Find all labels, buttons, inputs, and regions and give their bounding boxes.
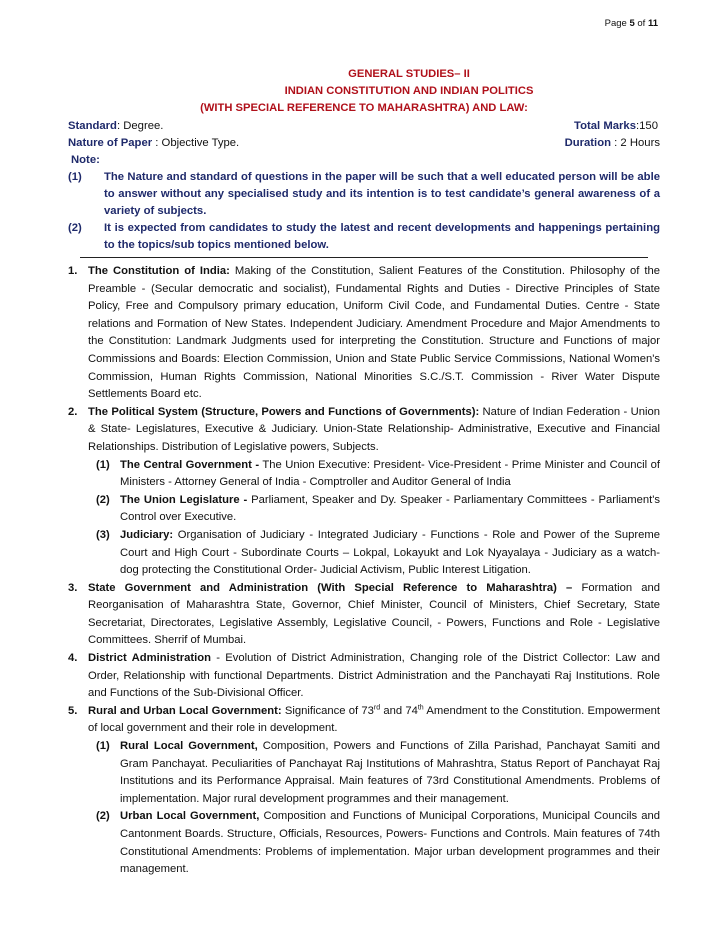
nature-field (68, 135, 239, 152)
note-item (68, 169, 660, 220)
note-item-number: (2) (68, 222, 82, 234)
duration-value: : 2 Hours (611, 137, 660, 149)
nature-label: Nature of Paper (68, 137, 153, 149)
duration-field (565, 135, 660, 152)
section-number: 2. (68, 405, 78, 418)
subsection-title: The Central Government - (120, 458, 260, 471)
nature-value: : Objective Type. (152, 137, 240, 149)
standard-value: : Degree. (116, 120, 164, 132)
subsection-number: (3) (96, 528, 110, 541)
subsection-number: (2) (96, 810, 110, 823)
title-line-2: INDIAN CONSTITUTION AND INDIAN POLITICS (284, 85, 534, 97)
section-number: 4. (68, 652, 78, 665)
section-text: Making of the Constitution, Salient Features of the Constitution. Philosophy of the Preamble - (Secular democratic and socialist), Fundamental Rights and Duties - Directive Principles of State Policy, Free and Compulsory primary education, Uniform Civil Code, and Fundamental Duties. Centre - State relations and Formation of New States. Independent Judiciary. Amendment Procedure and Major Amendments to the Constitution: Landmark Judgments used for interpreting the Constitution. Structure and Functions of major Commissions and Boards: Election Commission, Union and State Public Service Commissions, National Women's Commission, Human Rights Commission, National Minorities S.C./S.T. Commission - River Water Dispute Settlements Board etc. (88, 265, 660, 401)
section-2 (68, 404, 660, 457)
subsection-text: Organisation of Judiciary - Integrated Judiciary - Functions - Role and Power of the Supreme Court and High Court - Subordinate Courts – Lokpal, Lokayukt and Lok Nyayalaya - Judiciary as a watch-dog protecting the Constitutional Order- Judicial Activism, Public Interest Litigation. (120, 528, 660, 577)
subsection-number: (1) (96, 458, 110, 471)
section-title: Rural and Urban Local Government: (88, 704, 282, 717)
title-line-1: GENERAL STUDIES– II (348, 68, 470, 80)
section-text: Amendment to the Constitution. Empowerment of local government and their role in development. (88, 704, 660, 735)
subsection-text: Composition and Functions of Municipal Corporations, Municipal Councils and Cantonment Boards. Structure, Officials, Resources, Powers- Functions and Controls. Main features of 74th Constitutional Amendments: Problems of implementation. Major urban development programmes and their management. (120, 810, 660, 876)
title-block (0, 66, 728, 117)
duration-label: Duration (564, 137, 612, 149)
section-text: - Evolution of District Administration, Changing role of the District Collector: Law and Order, Relationship with functional Departments. District Administration and the Panchayati Raj Institutions. Role and Functions of the Sub-Divisional Officer. (88, 652, 660, 700)
note-heading: Note: (71, 154, 100, 166)
subsection-number: (1) (96, 740, 110, 753)
page-total: 11 (647, 18, 658, 29)
section-text: Significance of 73 (281, 704, 374, 717)
page-of: of (634, 18, 648, 29)
subsection-2-1 (68, 457, 660, 492)
subsection-text: Composition, Powers and Functions of Zilla Parishad, Panchayat Samiti and Gram Panchayat. Peculiarities of Panchayat Raj Institutions of Mahrashtra, Status Report of Panchayat Raj Institutions and its Performance Appraisal. Main features of 73rd Constitutional Amendments. Problems of implementation. Major rural development programmes and their management. (120, 740, 660, 805)
subsection-2-3 (68, 527, 660, 580)
subsection-text: The Union Executive: President- Vice-President - Prime Minister and Council of Ministers - Attorney General of India - Comptroller and Auditor General of India (120, 458, 660, 489)
title-line-3: (WITH SPECIAL REFERENCE TO MAHARASHTRA) AND LAW: (200, 102, 528, 114)
section-5 (68, 703, 660, 738)
subsection-2-2 (68, 492, 660, 527)
section-title: District Administration (88, 652, 211, 665)
section-text: Formation and Reorganisation of Maharashtra State, Governor, Chief Minister, Council of Ministers, Chief Secretary, State Secretariat, Directorates, Legislative Assembly, Legislative Council, - Powers, Functions and Role - Legislative Committees. Sherrif of Mumbai. (88, 581, 660, 647)
marks-label: Total Marks (574, 120, 636, 132)
note-item-text: The Nature and standard of questions in the paper will be such that a well educated person will be able to answer without any specialised study and its intention is to test candidate’s general awareness of a variety of subjects. (104, 171, 660, 217)
section-number: 5. (68, 704, 78, 717)
section-title: State Government and Administration (With Special Reference to Maharashtra) – (88, 581, 573, 594)
note-block (68, 152, 660, 254)
subsection-title: The Union Legislature - (120, 493, 248, 506)
marks-field (574, 118, 658, 135)
superscript: th (417, 704, 424, 712)
section-4 (68, 650, 660, 703)
divider-line (80, 257, 648, 258)
subsection-text: Parliament, Speaker and Dy. Speaker - Parliamentary Committees - Parliament's Control over Executive. (120, 493, 660, 524)
subsection-number: (2) (96, 493, 110, 506)
section-title: The Political System (Structure, Powers and Functions of Governments): (88, 405, 480, 418)
section-number: 3. (68, 581, 78, 594)
subsection-title: Urban Local Government, (120, 810, 260, 823)
subsection-title: Judiciary: (120, 528, 174, 541)
section-number: 1. (68, 265, 78, 277)
standard-label: Standard (68, 120, 117, 132)
note-item-text: It is expected from candidates to study the latest and recent developments and happenings pertaining to the topics/sub topics mentioned below. (104, 222, 660, 251)
page-current: 5 (629, 18, 635, 29)
marks-value: :150 (636, 120, 658, 132)
section-3 (68, 580, 660, 650)
note-item-number: (1) (68, 171, 82, 183)
section-text: Nature of Indian Federation - Union & State- Legislatures, Executive & Judiciary. Union-State Relationship- Administrative, Executive and Financial Relationships. Distribution of Legislative powers, Subjects. (88, 405, 660, 453)
page-prefix: Page (604, 18, 630, 29)
section-text: and 74 (380, 704, 418, 717)
subsection-5-2 (68, 808, 660, 878)
superscript: rd (373, 704, 381, 712)
note-item (68, 220, 660, 254)
meta-row-2 (68, 135, 660, 152)
meta-row-1 (68, 118, 660, 135)
section-1 (68, 263, 660, 404)
page-number (605, 18, 658, 29)
subsection-title: Rural Local Government, (120, 740, 258, 753)
standard-field (68, 118, 163, 135)
syllabus-body (68, 263, 660, 879)
subsection-5-1 (68, 738, 660, 808)
section-title: The Constitution of India: (88, 265, 230, 277)
